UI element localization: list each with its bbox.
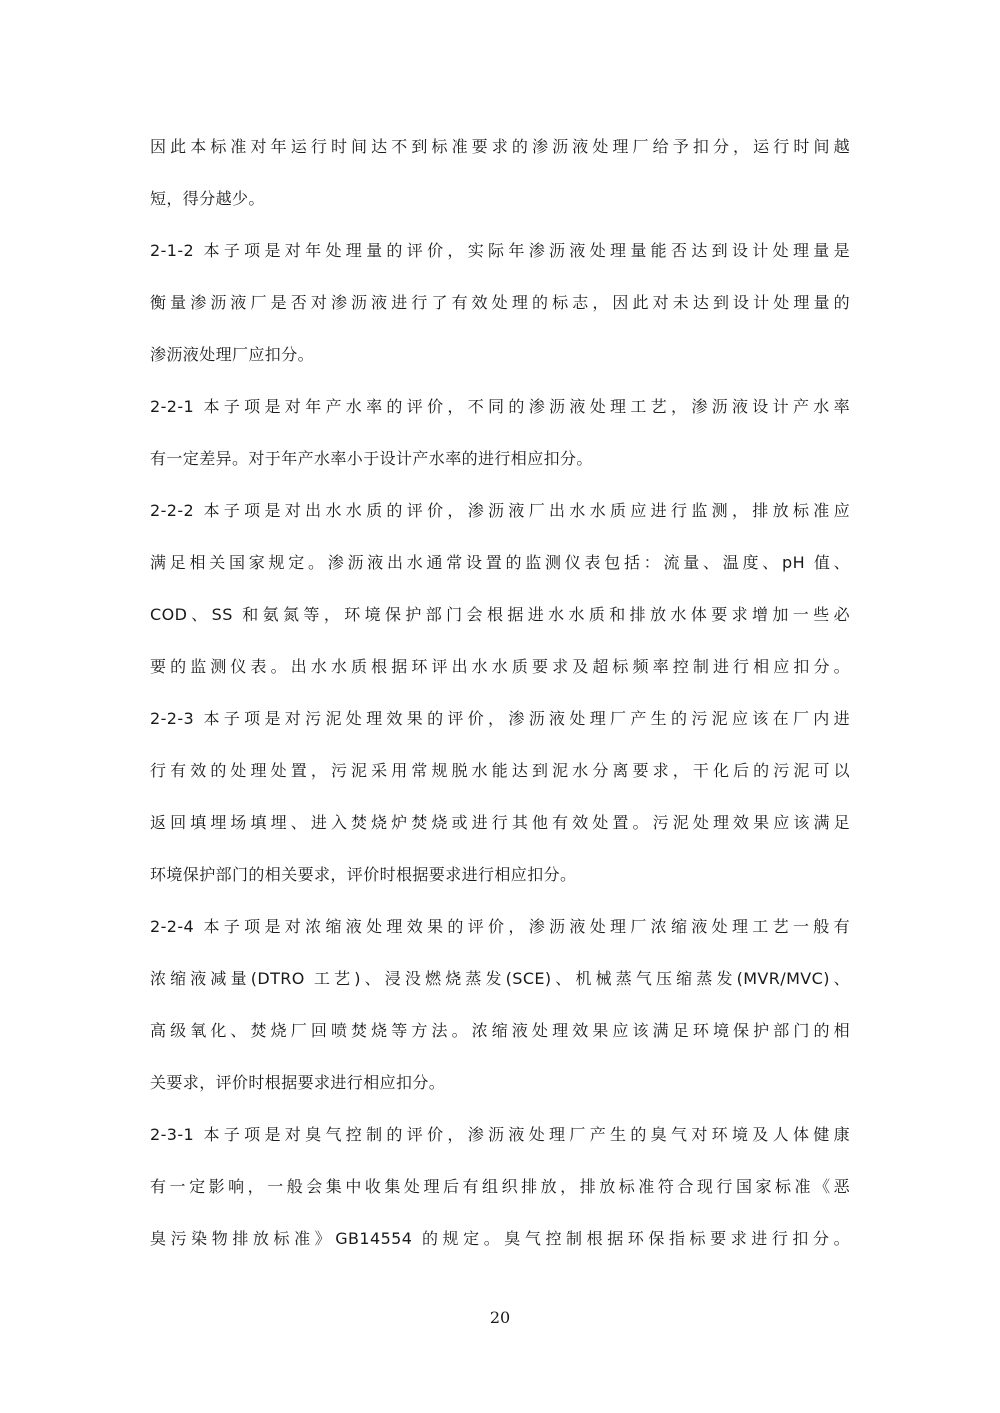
document-body xyxy=(150,128,850,1272)
text-line: 高级氧化、焚烧厂回喷焚烧等方法。浓缩液处理效果应该满足环境保护部门的相 xyxy=(150,1021,850,1040)
page-number: 20 xyxy=(489,1308,511,1327)
text-line: 环境保护部门的相关要求，评价时根据要求进行相应扣分。 xyxy=(150,865,577,884)
text-line: 2-2-1 本子项是对年产水率的评价，不同的渗沥液处理工艺，渗沥液设计产水率 xyxy=(150,397,850,416)
text-line: 2-2-3 本子项是对污泥处理效果的评价，渗沥液处理厂产生的污泥应该在厂内进 xyxy=(150,709,850,728)
text-line: 渗沥液处理厂应扣分。 xyxy=(150,345,315,364)
text-line: 行有效的处理处置，污泥采用常规脱水能达到泥水分离要求，干化后的污泥可以 xyxy=(150,761,850,780)
text-line: 2-2-4 本子项是对浓缩液处理效果的评价，渗沥液处理厂浓缩液处理工艺一般有 xyxy=(150,917,850,936)
text-line: 有一定影响，一般会集中收集处理后有组织排放，排放标准符合现行国家标准《恶 xyxy=(150,1177,850,1196)
text-line: 短，得分越少。 xyxy=(150,189,265,208)
text-line: 2-3-1 本子项是对臭气控制的评价，渗沥液处理厂产生的臭气对环境及人体健康 xyxy=(150,1125,850,1144)
text-line: 2-1-2 本子项是对年处理量的评价，实际年渗沥液处理量能否达到设计处理量是 xyxy=(150,241,850,260)
text-line: 臭污染物排放标准》GB14554 的规定。臭气控制根据环保指标要求进行扣分。 xyxy=(150,1229,850,1248)
text-line: 2-2-2 本子项是对出水水质的评价，渗沥液厂出水水质应进行监测，排放标准应 xyxy=(150,501,850,520)
text-line: 返回填埋场填埋、进入焚烧炉焚烧或进行其他有效处置。污泥处理效果应该满足 xyxy=(150,813,850,832)
text-line: 有一定差异。对于年产水率小于设计产水率的进行相应扣分。 xyxy=(150,449,593,468)
text-line: 满足相关国家规定。渗沥液出水通常设置的监测仪表包括：流量、温度、pH 值、 xyxy=(150,553,850,572)
text-line: 关要求，评价时根据要求进行相应扣分。 xyxy=(150,1073,446,1092)
text-line: 要的监测仪表。出水水质根据环评出水水质要求及超标频率控制进行相应扣分。 xyxy=(150,657,850,676)
text-line: COD、SS 和氨氮等，环境保护部门会根据进水水质和排放水体要求增加一些必 xyxy=(150,605,850,624)
text-line: 浓缩液减量(DTRO 工艺)、浸没燃烧蒸发(SCE)、机械蒸气压缩蒸发(MVR/MVC)、 xyxy=(150,969,850,988)
text-line: 衡量渗沥液厂是否对渗沥液进行了有效处理的标志，因此对未达到设计处理量的 xyxy=(150,293,850,312)
text-line: 因此本标准对年运行时间达不到标准要求的渗沥液处理厂给予扣分，运行时间越 xyxy=(150,137,850,156)
